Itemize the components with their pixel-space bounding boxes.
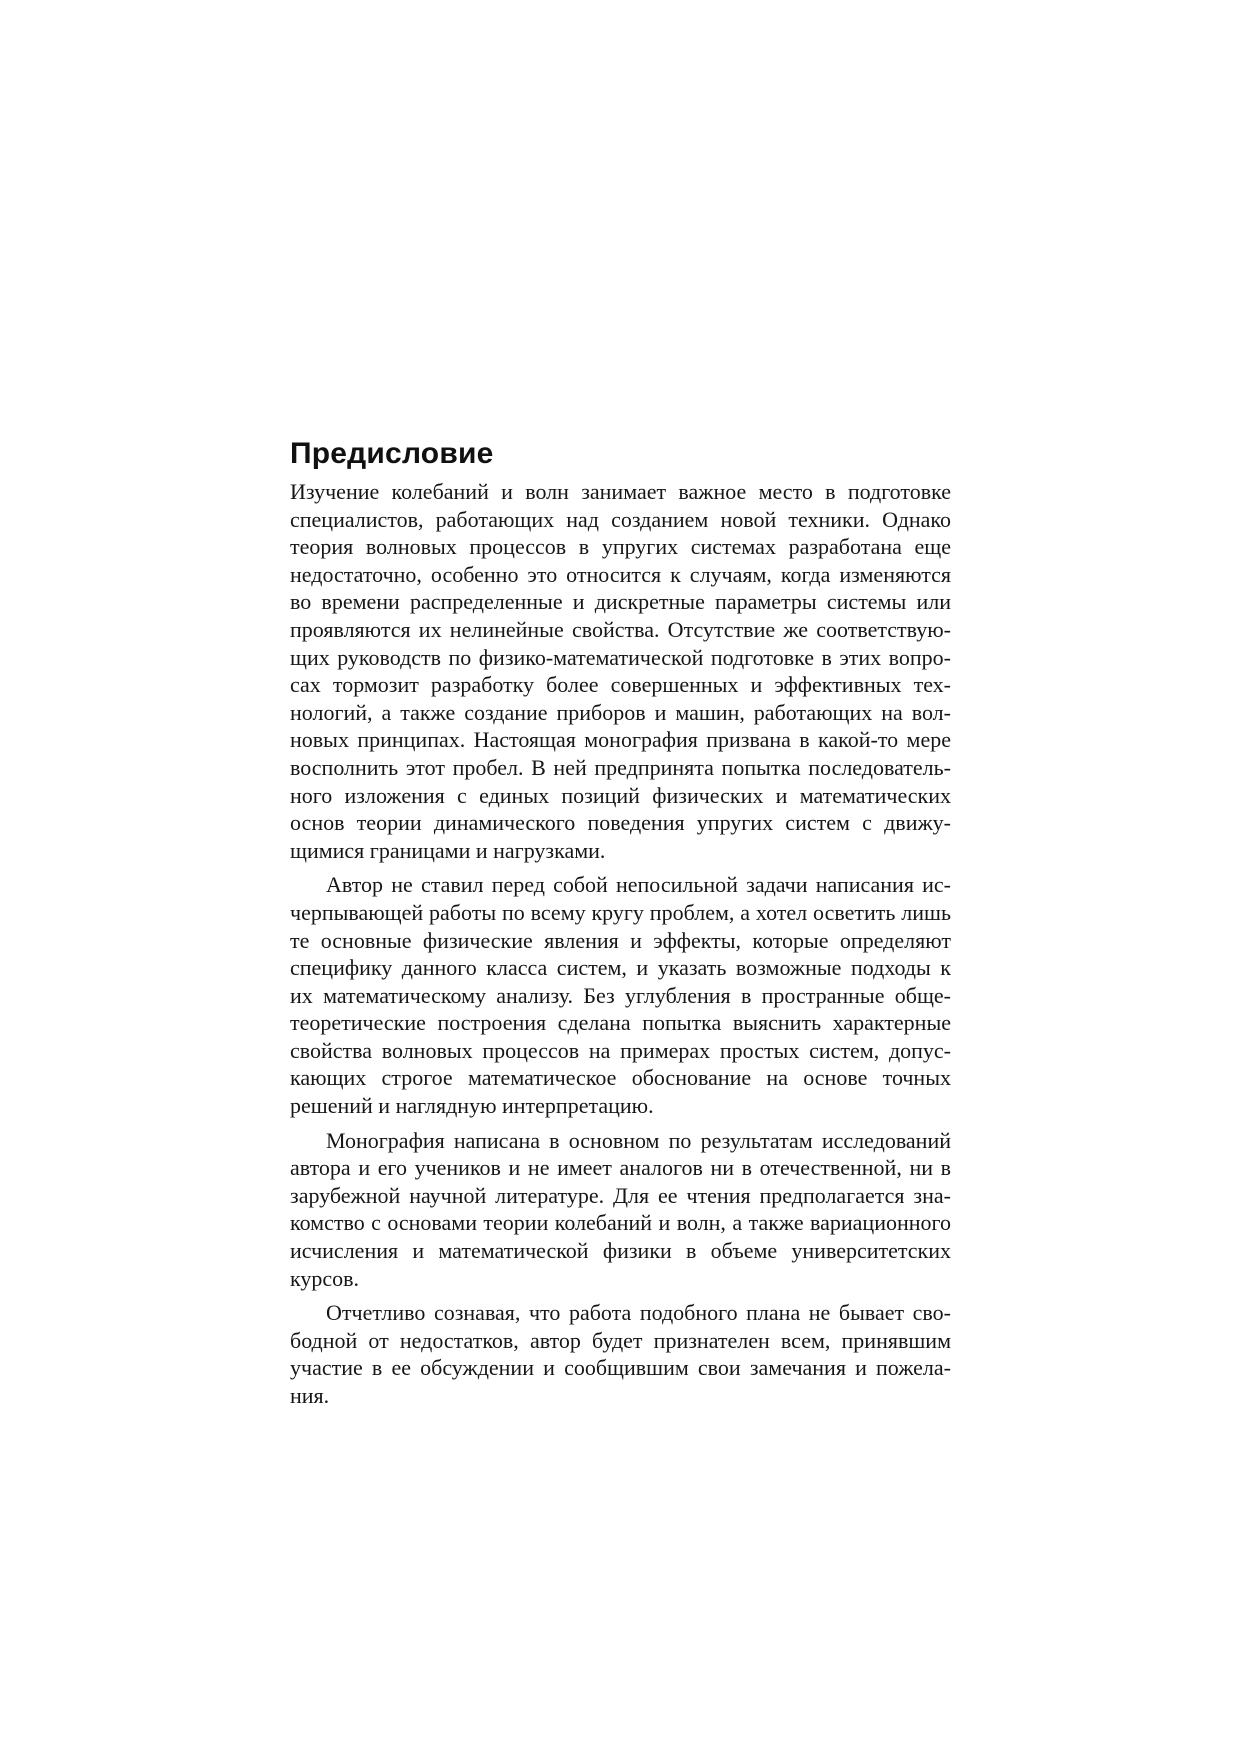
text-line: черпывающей работы по всему кругу проблем, а хотел осветить лишь bbox=[290, 899, 951, 925]
text-line: ного изложения с единых позиций физических и математических bbox=[290, 782, 951, 808]
text-line: теория волновых процессов в упругих системах разработана еще bbox=[290, 534, 951, 560]
text-line: комство с основами теории колебаний и волн, а также вариационного bbox=[290, 1210, 951, 1236]
preface-title: Предисловие bbox=[290, 437, 494, 470]
text-line: курсов. bbox=[290, 1265, 360, 1291]
text-line: Изучение колебаний и волн занимает важное место в подготовке bbox=[290, 479, 951, 504]
paragraph-3 bbox=[290, 1127, 951, 1293]
text-line: те основные физические явления и эффекты, которые определяют bbox=[290, 927, 951, 953]
text-line: специфику данного класса систем, и указать возможные подходы к bbox=[290, 955, 951, 981]
text-line: специалистов, работающих над созданием новой техники. Однако bbox=[290, 506, 951, 532]
paragraph-1 bbox=[290, 478, 951, 864]
text-line: Автор не ставил перед собой непосильной задачи написания ис- bbox=[326, 872, 951, 898]
text-line: Отчетливо сознавая, что работа подобного плана не бывает сво- bbox=[326, 1300, 951, 1326]
text-line: проявляются их нелинейные свойства. Отсутствие же соответствую- bbox=[290, 616, 951, 642]
text-line: бодной от недостатков, автор будет признателен всем, принявшим bbox=[290, 1327, 951, 1353]
text-line: восполнить этот пробел. В ней предпринята попытка последователь- bbox=[290, 754, 951, 780]
text-line: основ теории динамического поведения упругих систем с движу- bbox=[290, 810, 951, 836]
paragraph-2 bbox=[290, 871, 951, 1119]
preface-section bbox=[290, 436, 951, 1417]
text-line: щих руководств по физико-математической подготовке в этих вопро- bbox=[290, 644, 951, 670]
text-line: решений и наглядную интерпретацию. bbox=[290, 1093, 654, 1119]
text-line: кающих строгое математическое обоснование на основе точных bbox=[290, 1065, 951, 1091]
text-line: участие в ее обсуждении и сообщившим свои замечания и пожела- bbox=[290, 1355, 951, 1381]
text-line: зарубежной научной литературе. Для ее чтения предполагается зна- bbox=[290, 1182, 951, 1208]
text-line: их математическому анализу. Без углубления в пространные обще- bbox=[290, 982, 951, 1008]
text-line: Монография написана в основном по результатам исследований bbox=[326, 1127, 951, 1153]
text-line: свойства волновых процессов на примерах простых систем, допус- bbox=[290, 1037, 951, 1063]
text-line: автора и его учеников и не имеет аналогов ни в отечественной, ни в bbox=[290, 1155, 951, 1181]
text-line: исчисления и математической физики в объеме университетских bbox=[290, 1238, 951, 1264]
text-line: нологий, а также создание приборов и машин, работающих на вол- bbox=[290, 699, 951, 725]
text-line: ния. bbox=[290, 1383, 330, 1408]
text-line: во времени распределенные и дискретные параметры системы или bbox=[290, 589, 951, 615]
text-line: щимися границами и нагрузками. bbox=[290, 837, 606, 863]
text-line: сах тормозит разработку более совершенных и эффективных тех- bbox=[290, 672, 951, 698]
text-line: недостаточно, особенно это относится к случаям, когда изменяются bbox=[290, 561, 951, 587]
text-line: теоретические построения сделана попытка выяснить характерные bbox=[290, 1010, 951, 1036]
text-line: новых принципах. Настоящая монография призвана в какой-то мере bbox=[290, 727, 951, 753]
paragraph-4 bbox=[290, 1299, 951, 1409]
